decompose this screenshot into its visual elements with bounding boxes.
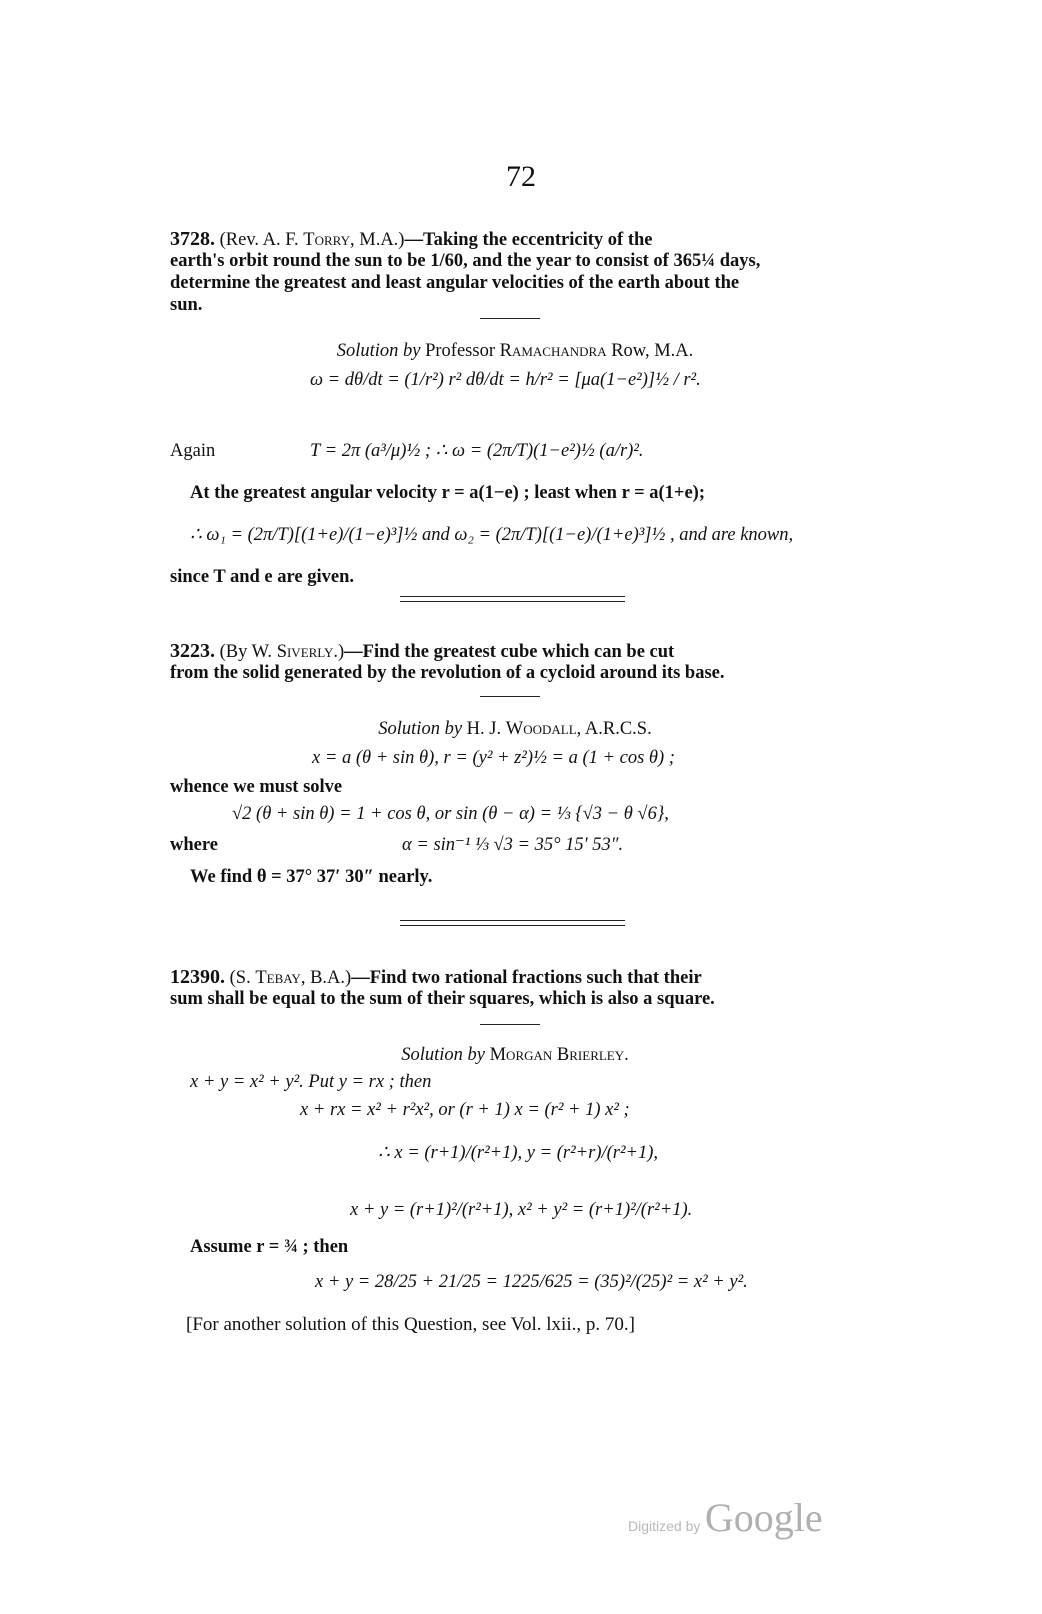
q1-solution-title: Professor xyxy=(425,341,500,361)
q3-author-close: , B.A.) xyxy=(300,968,352,988)
q3-line2: sum shall be equal to the sum of their squares, which is also a square. xyxy=(170,989,715,1009)
q2-heading-line xyxy=(170,640,860,663)
q1-eq1: ω = dθ/dt = (1/r²) r² dθ/dt = h/r² = [μa(1−e²)]½ / r². xyxy=(310,370,701,390)
q2-whence: whence we must solve xyxy=(170,777,343,797)
q1-line-greatest: At the greatest angular velocity r = a(1−e) ; least when r = a(1+e); xyxy=(190,483,706,503)
q1-heading-line xyxy=(170,228,860,251)
q2-solution-title: H. J. xyxy=(466,719,506,739)
q1-number: 3728. xyxy=(170,228,215,250)
google-logo: Google xyxy=(704,1495,823,1540)
q3-eq4: x + y = (r+1)²/(r²+1), x² + y² = (r+1)²/(r²+1). xyxy=(350,1200,693,1220)
q3-author-name: Tebay xyxy=(255,968,301,988)
q1-solution-prefix: Solution by xyxy=(336,341,421,361)
q3-eq5: x + y = 28/25 + 21/25 = 1225/625 = (35)²/(25)² = x² + y². xyxy=(315,1272,748,1292)
q1-author-close: , M.A.) xyxy=(350,230,405,250)
q3-number: 12390. xyxy=(170,966,225,988)
q1-eq3: ∴ ω₁ = (2π/T)[(1+e)/(1−e)³]½ and ω₂ = (2π/T)[(1−e)/(1+e)³]½ , and are known, xyxy=(190,525,794,545)
q2-author-close: .) xyxy=(333,642,345,662)
q3-short-rule xyxy=(480,1024,540,1025)
q2-wefind: We find θ = 37° 37′ 30″ nearly. xyxy=(190,867,433,887)
q3-assume: Assume r = ¾ ; then xyxy=(190,1237,349,1257)
q2-eq3: α = sin⁻¹ ⅓ √3 = 35° 15′ 53″. xyxy=(402,835,624,855)
q2-number: 3223. xyxy=(170,640,215,662)
q1-line3: determine the greatest and least angular velocities of the earth about the xyxy=(170,273,740,293)
q2-line2: from the solid generated by the revolution of a cycloid around its base. xyxy=(170,663,725,683)
q3-eq1: x + y = x² + y². Put y = rx ; then xyxy=(190,1072,432,1092)
q3-eq2: x + rx = x² + r²x², or (r + 1) x = (r² + 1) x² ; xyxy=(300,1100,630,1120)
q1-solution-heading xyxy=(170,340,860,362)
q1-line2: earth's orbit round the sun to be 1/60, and the year to consist of 365¼ days, xyxy=(170,251,761,271)
q3-solution-heading xyxy=(170,1044,860,1066)
q1-solution-suffix: Row, M.A. xyxy=(606,341,694,361)
q2-solution-suffix: , A.R.C.S. xyxy=(576,719,652,739)
q1-double-rule xyxy=(400,596,625,602)
q2-line1-rest: —Find the greatest cube which can be cut xyxy=(344,642,675,662)
page-number: 72 xyxy=(506,160,536,193)
q1-line1-rest: —Taking the eccentricity of the xyxy=(404,230,653,250)
q3-heading-line xyxy=(170,966,860,989)
q3-eq3: ∴ x = (r+1)/(r²+1), y = (r²+r)/(r²+1), xyxy=(378,1143,659,1163)
q2-eq2: √2 (θ + sin θ) = 1 + cos θ, or sin (θ − α) = ⅓ {√3 − θ √6}, xyxy=(232,804,669,824)
q2-eq1: x = a (θ + sin θ), r = (y² + z²)½ = a (1 + cos θ) ; xyxy=(312,748,675,768)
q1-line4: sun. xyxy=(170,295,203,315)
q1-short-rule xyxy=(480,318,540,319)
q2-double-rule xyxy=(400,920,625,926)
q2-author-open: (By W. xyxy=(219,642,277,662)
q3-solution-prefix: Solution by xyxy=(401,1045,485,1065)
q1-eq2: T = 2π (a³/μ)½ ; ∴ ω = (2π/T)(1−e²)½ (a/r)². xyxy=(310,441,644,461)
q1-author-open: (Rev. A. F. xyxy=(219,230,304,250)
q3-solution-suffix: . xyxy=(624,1045,629,1065)
q2-short-rule xyxy=(480,696,540,697)
q3-author-open: (S. xyxy=(229,968,256,988)
q1-again-label: Again xyxy=(170,441,216,461)
q2-author-name: Siverly xyxy=(276,642,334,662)
q3-line1-rest: —Find two rational fractions such that their xyxy=(351,968,702,988)
watermark-small: Digitized by xyxy=(628,1518,701,1534)
q2-solution-name: Woodall xyxy=(505,719,577,739)
q1-line-since: since T and e are given. xyxy=(170,567,354,587)
q1-author-name: Torry xyxy=(303,230,350,250)
q2-solution-heading xyxy=(170,718,860,740)
q1-solution-name: Ramachandra xyxy=(499,341,607,361)
q3-solution-name: Morgan Brierley xyxy=(489,1045,625,1065)
digitized-watermark xyxy=(628,1494,823,1541)
q2-solution-prefix: Solution by xyxy=(378,719,463,739)
q3-note: [For another solution of this Question, see Vol. lxii., p. 70.] xyxy=(186,1314,635,1335)
q2-where-label: where xyxy=(170,835,218,855)
